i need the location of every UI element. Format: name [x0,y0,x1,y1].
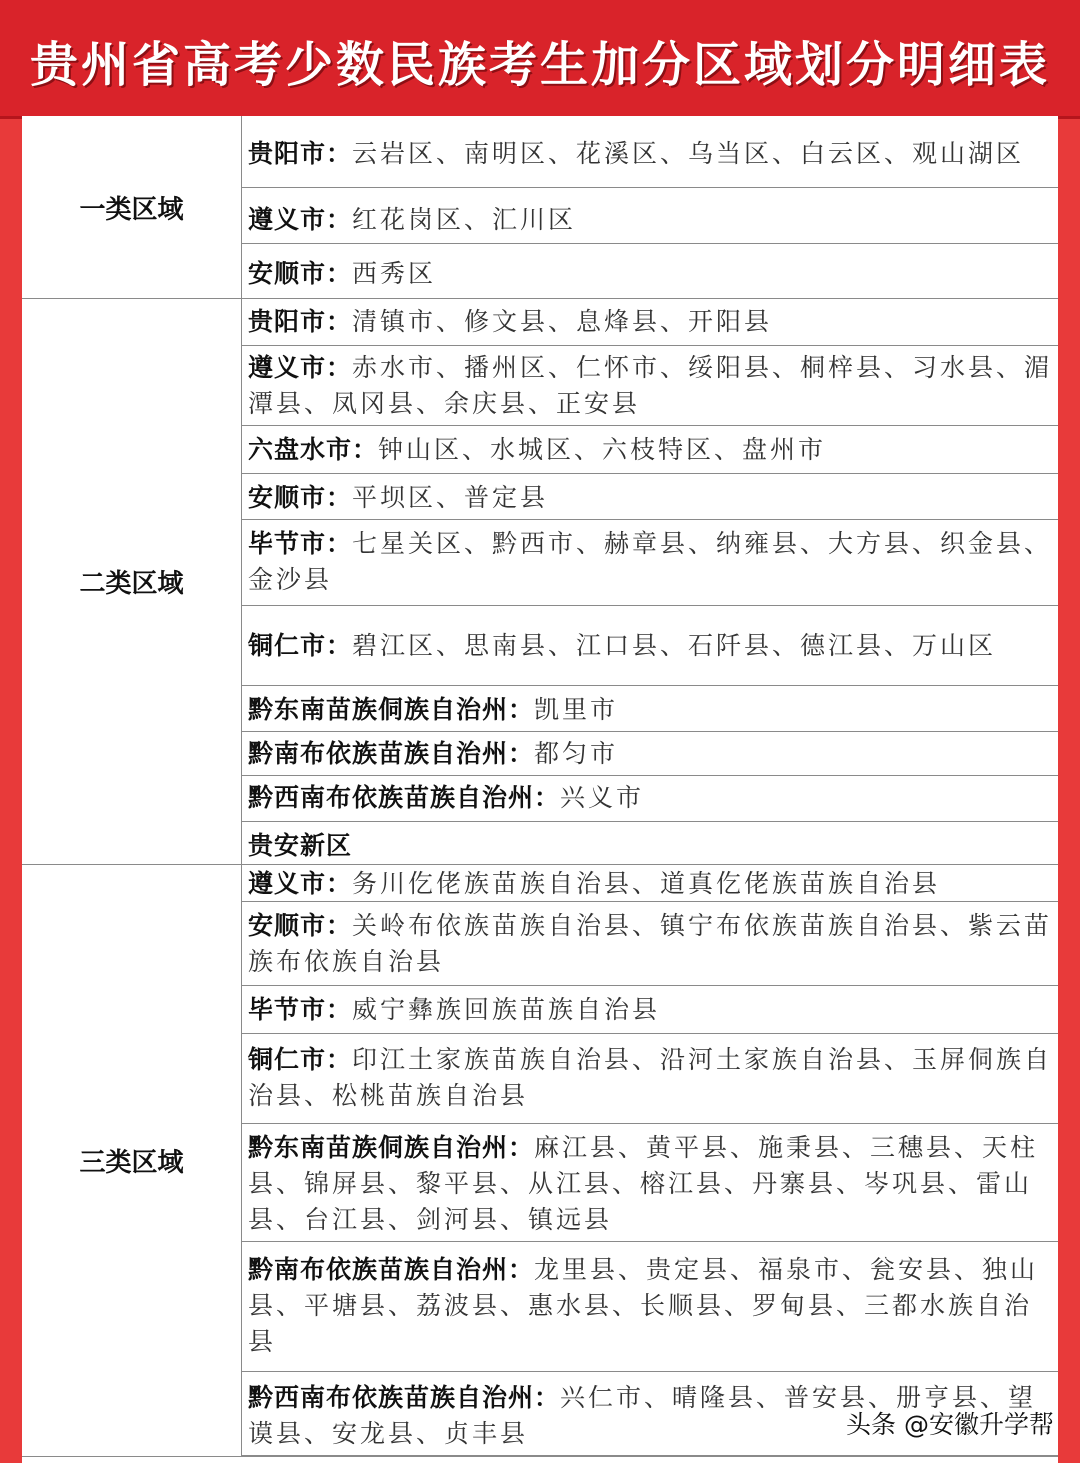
city-name: 毕节市： [248,995,353,1024]
table-row [242,116,1058,188]
table-row [242,244,1058,298]
table-row [242,732,1058,776]
city-name: 黔东南苗族侗族自治州： [248,695,535,724]
table-row [242,686,1058,732]
table-row [242,864,1058,902]
table-row [242,1124,1058,1242]
county-list: 麻江县、黄平县、施秉县、三穗县、天柱县、锦屏县、黎平县、从江县、榕江县、丹寨县、岑巩县、雷山县、台江县、剑河县、镇远县 [248,1133,1039,1234]
table-row [242,986,1058,1034]
city-name: 安顺市： [248,259,353,288]
table-row [242,474,1058,520]
table-row [242,298,1058,346]
county-list: 钟山区、水城区、六枝特区、盘州市 [378,435,827,464]
city-name: 毕节市： [248,529,353,558]
page-title: 贵州省高考少数民族考生加分区域划分明细表 [29,37,1050,93]
table-row [242,606,1058,686]
title-banner [0,0,1080,116]
region-label-2: 二类区域 [22,298,242,864]
city-name: 黔西南布依族苗族自治州： [248,1383,561,1412]
table-row [242,1034,1058,1124]
city-name: 贵安新区 [248,831,353,860]
watermark: 头条 @安徽升学帮 [846,1410,1054,1439]
county-list: 平坝区、普定县 [352,483,549,512]
city-name: 遵义市： [248,869,353,898]
county-list: 兴仁市、晴隆县、普安县、册亨县、望谟县、安龙县、贞丰县 [248,1383,1037,1448]
table-row [242,188,1058,244]
city-name: 六盘水市： [248,435,379,464]
region-label-1: 一类区域 [22,116,242,298]
county-list: 印江土家族苗族自治县、沿河土家族自治县、玉屏侗族自治县、松桃苗族自治县 [248,1045,1053,1110]
city-name: 黔南布依族苗族自治州： [248,1255,535,1284]
city-name: 黔东南苗族侗族自治州： [248,1133,535,1162]
city-name: 黔西南布依族苗族自治州： [248,783,561,812]
table-row [242,776,1058,822]
county-list: 兴义市 [560,783,645,812]
county-list: 威宁彝族回族苗族自治县 [352,995,661,1024]
region-divider [22,1456,1058,1457]
table-row [242,822,1058,864]
county-list: 云岩区、南明区、花溪区、乌当区、白云区、观山湖区 [352,139,1025,168]
city-name: 贵阳市： [248,139,353,168]
county-list: 红花岗区、汇川区 [352,205,577,234]
table-row [242,346,1058,426]
county-list: 凯里市 [534,695,619,724]
table-row [242,426,1058,474]
city-name: 安顺市： [248,911,353,940]
table-row [242,1242,1058,1372]
county-list: 碧江区、思南县、江口县、石阡县、德江县、万山区 [352,631,997,660]
city-name: 遵义市： [248,353,353,382]
county-list: 西秀区 [352,259,437,288]
county-list: 赤水市、播州区、仁怀市、绥阳县、桐梓县、习水县、湄潭县、凤冈县、余庆县、正安县 [248,353,1053,418]
city-name: 贵阳市： [248,307,353,336]
region-label-3: 三类区域 [22,864,242,1456]
county-list: 务川仡佬族苗族自治县、道真仡佬族苗族自治县 [352,869,941,898]
county-list: 清镇市、修文县、息烽县、开阳县 [352,307,773,336]
city-name: 铜仁市： [248,631,353,660]
county-list: 七星关区、黔西市、赫章县、纳雍县、大方县、织金县、金沙县 [248,529,1053,594]
county-list: 龙里县、贵定县、福泉市、瓮安县、独山县、平塘县、荔波县、惠水县、长顺县、罗甸县、三都水族自治县 [248,1255,1039,1356]
county-list: 关岭布依族苗族自治县、镇宁布依族苗族自治县、紫云苗族布依族自治县 [248,911,1053,976]
city-name: 遵义市： [248,205,353,234]
city-name: 铜仁市： [248,1045,353,1074]
city-name: 黔南布依族苗族自治州： [248,739,535,768]
city-name: 安顺市： [248,483,353,512]
region-table [22,116,1058,1463]
county-list: 都匀市 [534,739,619,768]
table-row [242,520,1058,606]
table-row [242,902,1058,986]
